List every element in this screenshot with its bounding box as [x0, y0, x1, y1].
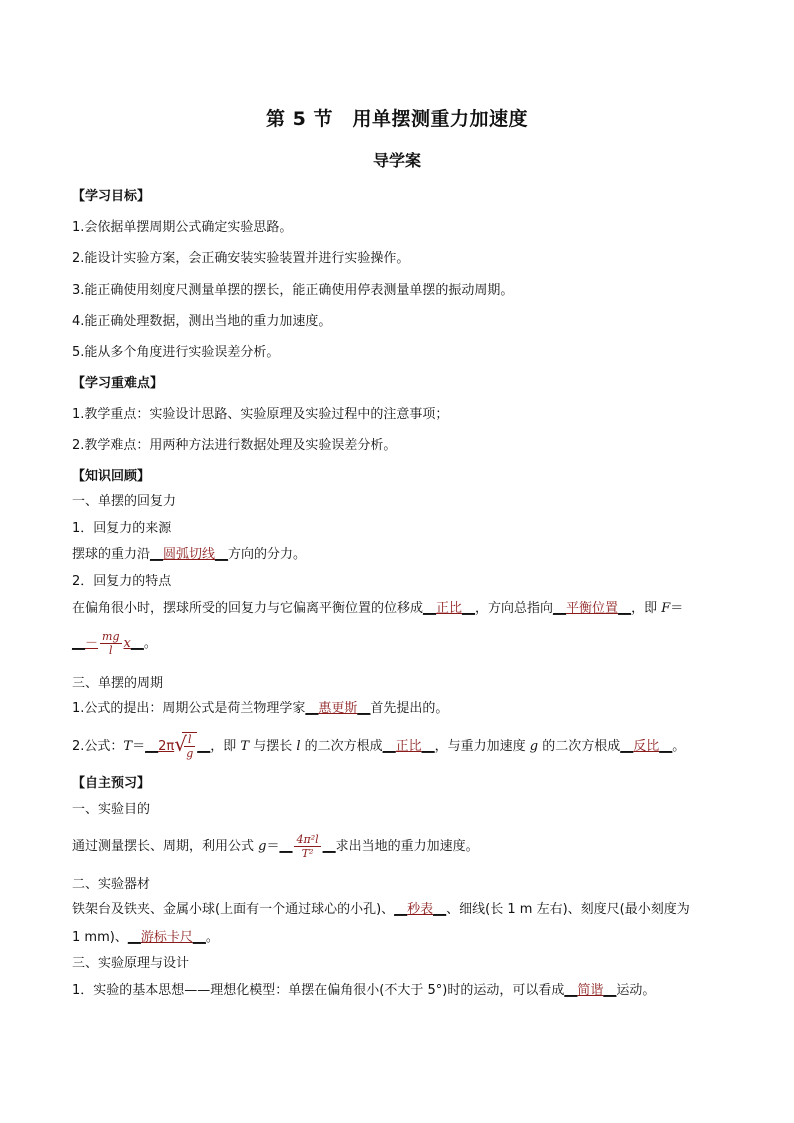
fill-blank-line: 在偏角很小时，摆球所受的回复力与它偏离平衡位置的位移成__正比__，方向总指向__平衡位置__，即 F＝: [72, 601, 684, 616]
formula-line: 通过测量摆长、周期，利用公式 g＝__ $\frac{\text{4π²l}}{\text{T²}}$ __求出当地的重力加速度。: [72, 833, 479, 860]
formula-line: __－ $\frac{mg}{l}$ x__。: [72, 630, 157, 657]
goal-item: 2.能设计实验方案，会正确安装实验装置并进行实验操作。: [72, 251, 410, 266]
sqrt: √ $\frac{l}{g}$: [174, 732, 197, 761]
section-heading: 二、实验器材: [72, 877, 151, 892]
answer-text: 秒表: [407, 902, 434, 917]
answer-text: 游标卡尺: [140, 930, 193, 945]
answer-text: 正比: [395, 739, 422, 754]
fill-blank-line: 1 mm)、__游标卡尺__。: [72, 930, 219, 945]
fill-blank-line: 摆球的重力沿__圆弧切线__方向的分力。: [72, 547, 307, 562]
subsection-heading: 1．回复力的来源: [72, 521, 172, 536]
section-heading: 一、单摆的回复力: [72, 494, 177, 509]
answer-text: 圆弧切线: [163, 547, 216, 562]
goal-item: 3.能正确使用刻度尺测量单摆的摆长，能正确使用停表测量单摆的振动周期。: [72, 283, 514, 298]
fill-blank-line: 铁架台及铁夹、金属小球(上面有一个通过球心的小孔)、__秒表__、细线(长 1 m 左右)、刻度尺(最小刻度为: [72, 902, 690, 917]
review-header: 【知识回顾】: [72, 469, 151, 484]
key-item: 1.教学重点：实验设计思路、实验原理及实验过程中的注意事项；: [72, 407, 449, 422]
section-heading: 一、实验目的: [72, 802, 151, 817]
goal-item: 5.能从多个角度进行实验误差分析。: [72, 345, 280, 360]
section-heading: 三、实验原理与设计: [72, 956, 190, 971]
fraction: $\frac{\text{4π²l}}{\text{T²}}$: [296, 833, 319, 860]
fraction: $\frac{mg}{l}$: [102, 630, 120, 657]
formula-line: 2.公式：T＝__2π √ $\frac{l}{g}$ __，即 T 与摆长 l 的二次方根成__正比__，与重力加速度 g 的二次方根成__反比__。: [72, 732, 686, 760]
answer-text: 简谐: [577, 983, 604, 998]
goals-header: 【学习目标】: [72, 189, 151, 204]
key-item: 2.教学难点：用两种方法进行数据处理及实验误差分析。: [72, 438, 397, 453]
section-heading: 三、单摆的周期: [72, 676, 164, 691]
answer-text: 反比: [633, 739, 660, 754]
answer-text: 惠更斯: [318, 701, 358, 716]
goal-item: 4.能正确处理数据，测出当地的重力加速度。: [72, 314, 332, 329]
key-header: 【学习重难点】: [72, 376, 164, 391]
subsection-heading: 2．回复力的特点: [72, 574, 172, 589]
answer-text: 正比: [436, 601, 463, 616]
goal-item: 1.会依据单摆周期公式确定实验思路。: [72, 220, 293, 235]
fill-blank-line: 1．实验的基本思想——理想化模型：单摆在偏角很小(不大于 5°)时的运动，可以看成__简谐__运动。: [72, 983, 656, 998]
page-subtitle: 导学案: [372, 151, 421, 170]
answer-text: 平衡位置: [566, 601, 619, 616]
fill-blank-line: 1.公式的提出：周期公式是荷兰物理学家__惠更斯__首先提出的。: [72, 701, 449, 716]
preview-header: 【自主预习】: [72, 776, 151, 791]
page-title: 第 5 节 用单摆测重力加速度: [266, 108, 528, 130]
